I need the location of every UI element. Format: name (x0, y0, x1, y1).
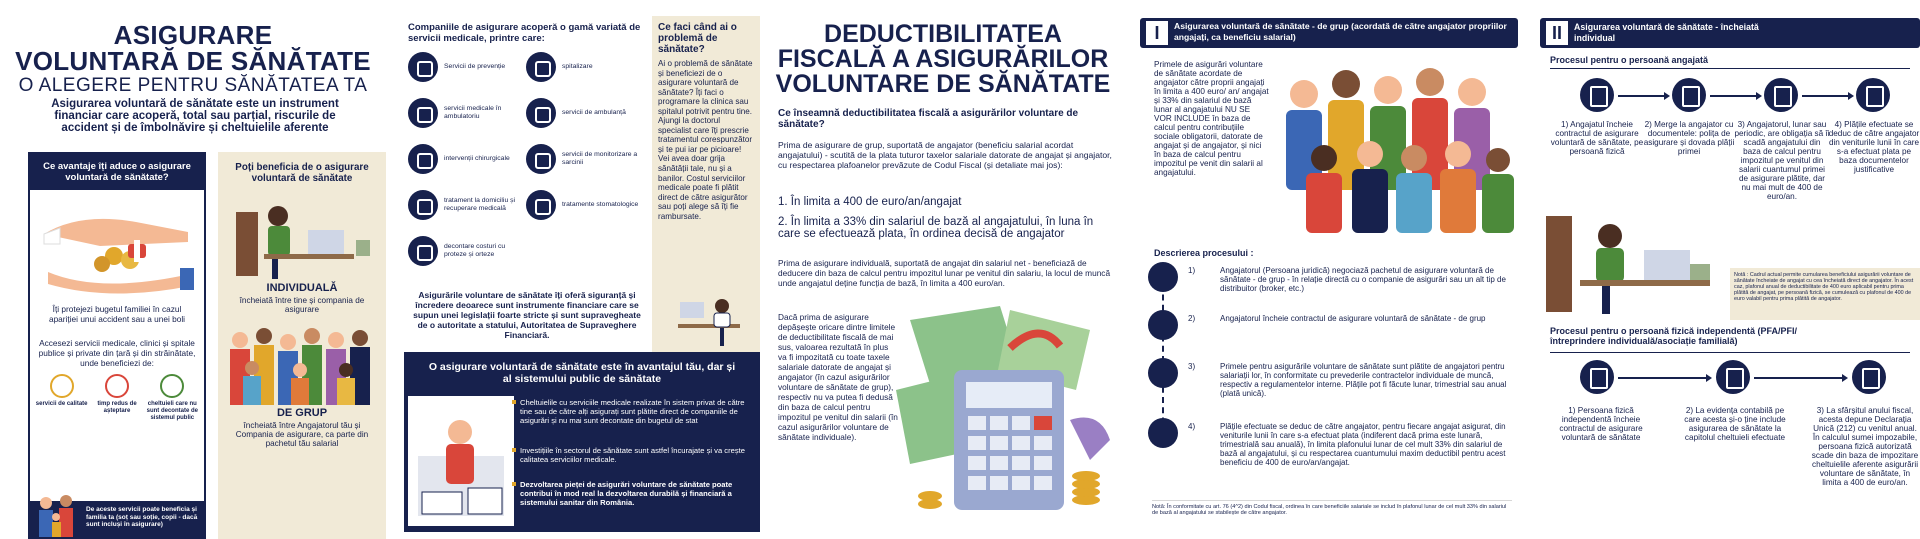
arrow-icon (1754, 377, 1846, 379)
divider (1550, 68, 1910, 69)
exceeding-limits-text: Dacă prima de asigurare depășește oricare dintre limitele de deductibilitate fiscală de mai sus, valoarea rezultată în plus va fi impozitată cu toate taxele salariale datorate de angajat și angajator (în cazul asigurărilor voluntare de sănătate de grup), respectiv nu va putea fi dedusă din baza de calcul pentru impozitul pe venitul din salarii (în cazul asigurărilor voluntare de sănătate individuale). (778, 312, 898, 442)
clock-icon (105, 374, 129, 398)
insurance-types-box (218, 152, 386, 539)
person-at-desk-illustration (1540, 206, 1720, 318)
independent-step: 1) Persoana fizică independentă încheie contractul de asigurare voluntară de sănătate (1559, 406, 1643, 442)
benefit-quality: servicii de calitate (36, 374, 88, 422)
advantages-heading: Ce avantaje îți aduce o asigurare voluntară de sănătate? (30, 154, 204, 190)
employed-step: 2) Merge la angajator cu documentele: polița de asigurare și dovada plății primei (1643, 120, 1735, 156)
group-title: DE GRUP (276, 407, 328, 419)
service-item: intervenții chirurgicale (408, 144, 526, 174)
process-step-icon (1148, 262, 1178, 292)
process-step-icon (1148, 310, 1178, 340)
doctor-illustration (674, 294, 744, 348)
limit-item-1: 1. În limita a 400 de euro/an/angajat (778, 196, 962, 208)
employed-step: 3) Angajatorul, lunar sau periodic, are obligația să îi scadă angajatului din baza de calcul pentru impozitul pe venitul din salarii cuantumul primei de asigurare plătite, dar nu mai mult de 400 de euro/an. (1734, 120, 1830, 201)
family-illustration (34, 491, 84, 537)
advantage-access-services: Accesezi servicii medicale, clinici și spitale publice și private din țară și din străinătate, unde beneficiezi de: (38, 338, 196, 368)
employed-step: 1) Angajatul încheie contractul de asigurare voluntară de sănătate, pe persoană fizică (1550, 120, 1644, 156)
roman-numeral: I (1146, 21, 1168, 45)
person-with-documents-illustration (408, 396, 514, 526)
page-title: ASIGURARE VOLUNTARĂ DE SĂNĂTATE (15, 20, 371, 76)
pregnancy-icon (526, 144, 556, 174)
service-item: tratamente stomatologice (526, 190, 644, 220)
health-problem-heading: Ce faci când ai o problemă de sănătate? (658, 22, 737, 55)
surgeon-icon (408, 144, 438, 174)
individual-title: INDIVIDUALĂ (266, 282, 338, 294)
group-insurance-note: Notă: În conformitate cu art. 76 (4^2) din Codul fiscal, ordinea în care beneficiile salariale se includ în plafonul lunar de cel mult 33% din salariul de bază al angajatului se stabilește de către angajator. (1152, 500, 1512, 516)
calculator-and-money-illustration (890, 300, 1120, 522)
advantages-box (28, 152, 206, 539)
service-item: servicii de ambulanță (526, 98, 644, 128)
hospital-icon (526, 52, 556, 82)
advantage-budget-protection: Îți protejezi bugetul familiei în cazul apariției unui accident sau a unei boli (48, 304, 186, 324)
money-icon (160, 374, 184, 398)
employees-crowd-illustration (1274, 54, 1514, 234)
arrow-icon (1618, 95, 1668, 97)
benefit-costs: cheltuieli care nu sunt decontate de sistemul public (146, 374, 198, 422)
individual-insurance-header (1540, 18, 1920, 48)
group-of-people-illustration (224, 320, 380, 405)
service-item: tratament la domiciliu și recuperare medicală (408, 190, 526, 220)
arrow-icon (1710, 95, 1760, 97)
benefit-wait-time: timp redus de așteptare (91, 374, 143, 422)
services-heading: Companiile de asigurare acoperă o gamă variată de servicii medicale, printre care: (408, 22, 641, 44)
service-item: decontare costuri cu proteze și orteze (408, 236, 526, 266)
individual-text: încheiată între tine și compania de asigurare (239, 296, 365, 314)
group-text: încheiată între Angajatorul tău și Compania de asigurare, ca parte din pachetul tău salarial (235, 421, 369, 448)
insurance-types-heading: Poți beneficia de o asigurare voluntară de sănătate (235, 162, 369, 184)
public-system-advantages-box (404, 352, 760, 532)
individual-insurance-title: Asigurarea voluntară de sănătate - încheiată individual (1574, 22, 1759, 43)
independent-process-heading: Procesul pentru o persoană fizică independentă (PFA/PFI/întreprindere individuală/asociație familială) (1550, 326, 1798, 346)
public-system-bullet: Investițiile în sectorul de sănătate sunt astfel încurajate și va crește calitatea serviciilor medicale. (520, 446, 752, 464)
service-item: Servicii de prevenție (408, 52, 526, 82)
service-item: servicii medicale în ambulatoriu (408, 98, 526, 128)
stethoscope-icon (408, 98, 438, 128)
process-description-heading: Descrierea procesului : (1154, 248, 1254, 258)
accounting-icon (1716, 360, 1750, 394)
process-step-icon (1148, 358, 1178, 388)
prosthesis-icon (408, 236, 438, 266)
employed-process-heading: Procesul pentru o persoană angajată (1550, 55, 1709, 65)
page-subtitle: O ALEGERE PENTRU SĂNĂTATEA TA (18, 75, 368, 96)
panel-group-insurance: I Asigurarea voluntară de sănătate - de grup (acordată de către angajator propriilor angajați, ca beneficiu salarial) Primele de asigurări voluntare de sănătate acordate de angajator către proprii angajați în limita a 400 euro/ an/ angajat și 33% din salariul de bază lunar al angajatului NU SE VOR INCLUDE în baza de calcul pentru contribuțiile sociale obligatorii, datorate de angajat și de angajator, și nici în baza de calcul pentru impozitul pe venit din salarii al angajatului. Descrierea procesului : 1) Angajatorul (Persoana juridică) negociază pachetul de asigurare voluntară de sănătate - de grup - în relație directă cu o companie de asigurări sau un alt tip de distribuitor (broker, etc.) 2) Angajatorul încheie contractul de asigurare voluntară de sănătate - de grup 3) Primele pentru asigurările voluntare de sănătate sunt plătite de angajatori pentru salariații lor, în conformitate cu prevederile contractelor individuale de muncă, respectiv a regulamentelor interne. Plățile pot fi făcute lunar, trimestrial sau anual (plată unică). 4) Plățile efectuate se deduc de către angajator, pentru fiecare angajat asigurat, din veniturile lunii în care s-a efectuat plata (indiferent dacă prima este lunară, trimestrială sau anuală), în limita plafonului lunar de cel mult 33% din salariul de bază al angajatului, și cu respectarea cuantumului maxim deductibil pentru acest beneficiu de 400 de euro/an/angajat. Notă: În conformitate cu art. 76 (4^2) din Codul fiscal, ordinea în care beneficiile salariale se includ în plafonul lunar de cel mult 33% din salariul de bază al angajatului se stabilește de către angajator. (1140, 0, 1518, 539)
home-care-icon (408, 190, 438, 220)
trust-statement: Asigurările voluntare de sănătate îți oferă siguranță și încredere deoarece sunt instrumente financiare care se supun unei legislații foarte stricte și sunt supravegheate de o autoritate a statului, Autoritatea de Supraveghere Financiară. (413, 290, 641, 340)
family-benefit-note: De aceste servicii poate beneficia și familia ta (soț sau soție, copii - dacă sunt incluși în asigurare) (30, 501, 204, 537)
contract-icon (1580, 78, 1614, 112)
intro-text: Asigurarea voluntară de sănătate este un instrument financiar care acoperă, total sau parțial, riscurile de accident și de îmbolnăvire și cheltuielile aferente (51, 98, 339, 134)
deductibility-question: Ce înseamnă deductibilitatea fiscală a asigurărilor voluntare de sănătate? (778, 108, 1079, 130)
person-at-laptop-illustration (224, 190, 380, 280)
roman-numeral: II (1546, 21, 1568, 45)
public-system-heading: O asigurare voluntară de sănătate este în avantajul tău, dar și al sistemului public de sănătate (428, 361, 736, 385)
arrow-icon (1618, 377, 1710, 379)
independent-step: 3) La sfârșitul anului fiscal, acesta depune Declarația Unică (212) cu venitul anual. În calculul sumei impozabile, persoana fizică autorizată scade din baza de impozitare cheltuielile aferente asigurării voluntare de sănătate, în limita a 400 de euro/an. (1811, 406, 1919, 487)
ambulance-icon (526, 98, 556, 128)
individual-premium-text: Prima de asigurare individuală, suportată de angajat din salariul net - beneficiază de deducere din baza de calcul pentru impozitul lunar pe venitul din salariu, la locul de muncă unde angajatul deține funcția de bază, în limita a 400 euro/an. (778, 258, 1111, 288)
panel-tax-deductibility (766, 0, 1120, 539)
shield-icon (408, 52, 438, 82)
service-item: spitalizare (526, 52, 644, 82)
group-insurance-header (1140, 18, 1518, 48)
group-insurance-intro: Primele de asigurări voluntare de sănătate acordate de angajator către proprii angajați în limita a 400 euro/ an/ angajat și 33% din salariul de bază lunar al angajatului NU SE VOR INCLUDE în baza de calcul pentru contribuțiile sociale obligatorii, datorate de angajat și de angajator, și nici în baza de calcul pentru impozitul pe venit din salarii al angajatului. (1154, 60, 1269, 177)
documents-icon (1672, 78, 1706, 112)
group-premium-text: Prima de asigurare de grup, suportată de angajator (beneficiu salarial acordat angajatului) - scutită de la plata tuturor taxelor salariale datorate de angajat și angajator, cu respectarea plafoanelor prevăzute de Codul Fiscal (și detaliate mai jos): (778, 140, 1112, 170)
deductibility-title: DEDUCTIBILITATEA FISCALĂ A ASIGURĂRILOR VOLUNTARE DE SĂNĂTATE (775, 20, 1111, 98)
tooth-icon (526, 190, 556, 220)
arrow-icon (1802, 95, 1852, 97)
calculator-icon (1764, 78, 1798, 112)
limit-item-2: 2. În limita a 33% din salariul de bază al angajatului, în luna în care se efectuează plata, în ordinea decisă de angajator (778, 216, 1094, 240)
health-problem-text: Ai o problemă de sănătate și beneficiezi de o asigurare voluntară de sănătate? Îți faci o programare la clinica sau spitalul potrivit pentru tine. Ajungi la doctorul specialist care îți prescrie tratamentul corespunzător și te pui iar pe picioare! Vei avea doar grija sănătății tale, nu și a banilor. Costul serviciilor medicale poate fi plătit direct de către asigurător sau poți alege să îți fie rambursate. (658, 59, 753, 221)
public-system-bullet: Cheltuielile cu serviciile medicale realizate în sistem privat de către tine sau de către alți asigurați sunt plătite direct de companiile de asigurări și nu mai sunt decontate din bugetul de stat (520, 398, 752, 425)
cumulation-note: Notă : Cadrul actual permite cumularea beneficiului asigurării voluntare de sănătate încheiate de angajat cu cea încheiată direct de angajator. În acest caz, plafonul anual de deductibilitate de 400 euro aplicabil pentru prima plătită de angajat, pe persoană fizică, se cumulează cu plafonul de 400 de euro valabil pentru prima plătită de angajator. (1730, 268, 1920, 320)
group-insurance-title: Asigurarea voluntară de sănătate - de grup (acordată de către angajator propriilor angajați, ca beneficiu salarial) (1174, 21, 1507, 42)
panel-medical-services (390, 0, 760, 539)
public-system-bullet: Dezvoltarea pieței de asigurări voluntare de sănătate poate contribui în mod real la dezvoltarea durabilă și financiară a sistemului sanitar din România. (520, 480, 752, 507)
tax-deduction-icon (1856, 78, 1890, 112)
contract-icon (1580, 360, 1614, 394)
tax-declaration-icon (1852, 360, 1886, 394)
divider (1550, 352, 1910, 353)
hand-protecting-coins-illustration (40, 198, 194, 300)
panel-individual-insurance (1540, 0, 1920, 539)
health-problem-box (652, 16, 760, 356)
independent-step: 2) La evidența contabilă pe care acesta și-o ține include asigurarea de sănătate la capitolul cheltuieli efectuate (1684, 406, 1786, 442)
service-item: servicii de monitorizare a sarcinii (526, 144, 644, 174)
panel-voluntary-health-insurance (0, 0, 386, 539)
process-step-icon (1148, 418, 1178, 448)
benefit-icons-row (30, 370, 204, 422)
employed-step: 4) Plățile efectuate se deduc de către angajator din veniturile lunii în care s-a efectuat plata pe baza documentelor justificative (1828, 120, 1920, 174)
medal-icon (50, 374, 74, 398)
